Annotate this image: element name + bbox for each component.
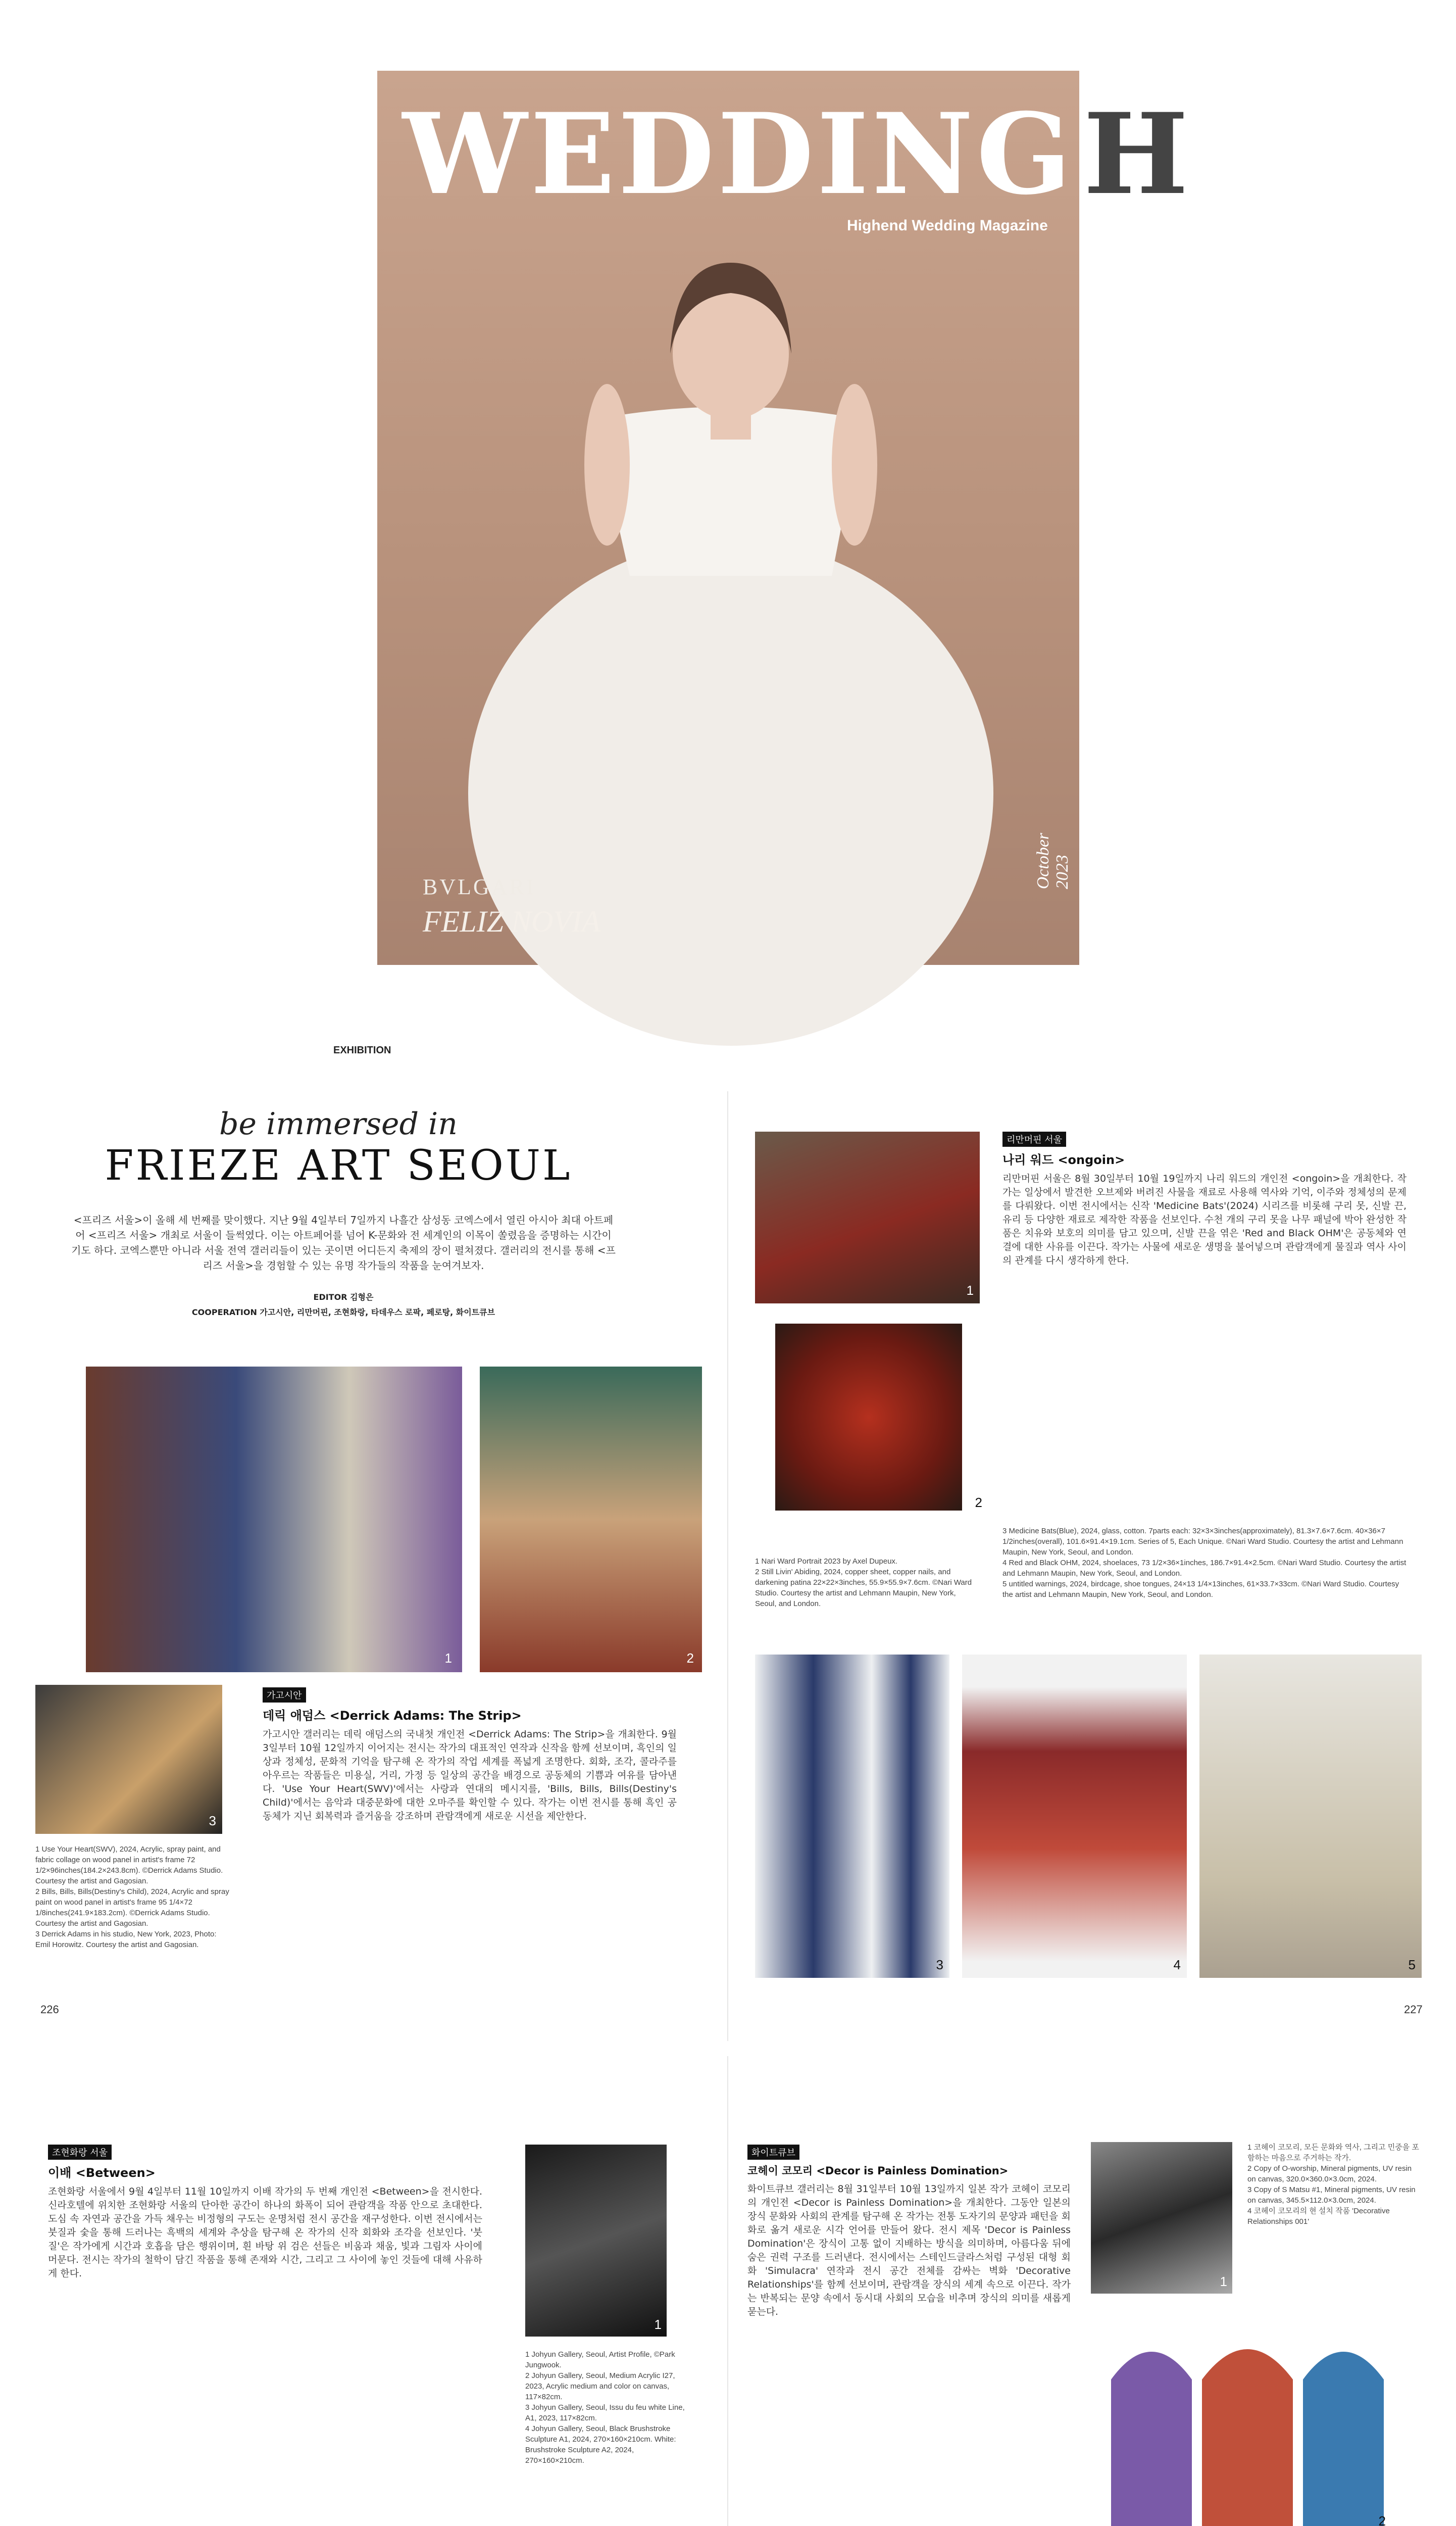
section4-tag: 화이트큐브 [747, 2145, 799, 2160]
image-number: 5 [1408, 1957, 1416, 1972]
artwork-red-black-ohm [962, 1655, 1187, 1978]
artist-photo-leebae [525, 2145, 667, 2337]
cover-brand: BVLGARI [423, 875, 536, 899]
cooperation-credit: COOPERATION 가고시안, 리만머핀, 조현화랑, 타데우스 로팍, 페로탕, 화이트큐브 [191, 1307, 495, 1317]
editor-credit: EDITOR 김형은 [313, 1292, 374, 1302]
section1-body: 가고시안 갤러리는 데릭 애덤스의 국내첫 개인전 <Derrick Adams: The Strip>을 개최한다. 9월 3일부터 10월 12일까지 이어지는 전시는 작가의 대표적인 연작과 신작을 함께 선보이며, 흑인의 일상과 정체성, 문화적 기억을 탐구해 온 작가의 작업 세계를 폭넓게 조명한다. 회화, 조각, 콜라주를 아우르는 작품들은 미용실, 거리, 가정 등 일상의 공간을 배경으로 공동체의 기쁨과 여유를 담아낸다. 'Use Your Heart(SWV)'에서는 사랑과 연대의 메시지를, 'Bills, Bills, Bills(Destiny's Child)'에서는 음악과 대중문화에 대한 오마주를 확인할 수 있다. 작가는 이번 전시를 통해 흑인 공동체가 지닌 회복력과 즐거움을 강조하며 관람객에게 새로운 시선을 제안한다. [263, 1729, 677, 1822]
caption-right-mid: 3 Medicine Bats(Blue), 2024, glass, cotton. 7parts each: 32×3×3inches(approximately), 81.3×7.6×7.6cm. 40×36×7 1/2inches(overall), 101.6×91.4×19.1cm. Series of 5, Each Unique. ©Nari Ward Studio. Courtesy the artist and Lehmann Maupin, New York, Seoul, and London. 4 Red and Black OHM, 2024, shoelaces, 73 1/2×36×1inches, 186.7×91.4×2.5cm. ©Nari Ward Studio. Courtesy the artist and Lehmann Maupin, New York, Seoul, and London. 5 untitled warnings, 2024, birdcage, shoe tongues, 24×13 1/4×13inches, 61×33.7×33cm. ©Nari Ward Studio. Courtesy the artist and Lehmann Maupin, New York, Seoul, and London. [1002, 1527, 1407, 1599]
section4-title: 코헤이 코모리 <Decor is Painless Domination> [747, 2165, 1009, 2177]
spread-2 [0, 2056, 1456, 2526]
section1-title: 데릭 애덤스 <Derrick Adams: The Strip> [263, 1709, 522, 1723]
section2-body: 리만머핀 서울은 8월 30일부터 10월 19일까지 나리 워드의 개인전 <ongoin>을 개최한다. 작가는 일상에서 발견한 오브제와 버려진 사물을 재료로 사용해 역사와 기억, 이주와 정체성의 문제를 다뤄왔다. 이번 전시에서는 신작 'Medicine Bats'(2024) 시리즈를 비롯해 구리 못, 신발 끈, 유리 등 다양한 재료로 제작한 작품을 선보인다. 수천 개의 구리 못을 나무 패널에 박아 완성한 작품은 치유와 보호의 의미를 담고 있으며, 신발 끈을 엮은 'Red and Black OHM'은 공동체와 연결에 대한 사유를 이끈다. 작가는 사물에 새로운 생명을 불어넣으며 관람객에게 물질과 역사 사이의 관계를 다시 생각하게 한다. [1002, 1173, 1407, 1266]
page-number-226: 226 [40, 2003, 59, 2016]
stained-glass [1106, 2319, 1389, 2526]
exhibition-label: EXHIBITION [333, 1045, 391, 1056]
cover-feature: FELIZ NOVIA [423, 905, 600, 938]
image-number: 2 [975, 1495, 982, 1510]
artist-photo-kohei [1091, 2142, 1232, 2294]
magazine-cover [377, 71, 1192, 965]
headline-kicker: be immersed in [219, 1106, 458, 1142]
image-number: 1 [966, 1283, 974, 1298]
cover-tagline: Highend Wedding Magazine [847, 217, 1048, 234]
section3-tag: 조현화랑 서울 [48, 2145, 112, 2160]
spread-1 [0, 1091, 1456, 2041]
image-number: 1 [444, 1650, 452, 1666]
image-number: 2 [1378, 2513, 1386, 2526]
cover-title: WEDDINGH [403, 88, 1192, 219]
section3-body: 조현화랑 서울에서 9월 4일부터 11월 10일까지 이배 작가의 두 번째 개인전 <Between>을 전시한다. 신라호텔에 위치한 조현화랑 서울의 단아한 공간이 하나의 화폭이 되어 관람객을 작품 안으로 초대한다. 도심 속 자연과 공간을 가득 채우는 비정형의 구도는 운명처럼 전시 공간을 재구성한다. 이번 전시에서는 붓질과 숯을 통해 드러나는 흑백의 세계와 추상을 탐구해 온 작가의 신작 회화와 조각을 선보인다. '붓질'은 작가에게 시간과 호흡을 담은 행위이며, 흰 바탕 위 검은 선들은 비움과 채움, 빛과 그림자 사이에 머문다. 전시는 작가의 철학이 담긴 작품을 통해 존재와 시간, 그리고 그 사이에 놓인 것들에 대해 사유하게 한다. [48, 2186, 482, 2279]
image-number: 1 [1220, 2274, 1227, 2289]
artwork-untitled-warnings [1199, 1655, 1422, 1978]
image-number: 1 [654, 2317, 662, 2332]
section4-header [747, 2145, 1071, 2178]
page-number-227: 227 [1404, 2003, 1423, 2016]
caption-mid: 1 Johyun Gallery, Seoul, Artist Profile, ©Park Jungwook. 2 Johyun Gallery, Seoul, Medium Acrylic I27, 2023, Acrylic medium and color on canvas, 117×82cm. 3 Johyun Gallery, Seoul, Issu du feu white Line, A1, 2023, 117×82cm. 4 Johyun Gallery, Seoul, Black Brushstroke Sculpture A1, 2024, 270×160×210cm. White: Brushstroke Sculpture A2, 2024, 270×160×210cm. [525, 2350, 685, 2465]
section3-header [48, 2145, 482, 2180]
section2-title: 나리 워드 <ongoin> [1002, 1153, 1125, 1167]
artwork-medicine-bats [755, 1655, 949, 1978]
section4-body: 화이트큐브 갤러리는 8월 31일부터 10월 13일까지 일본 작가 코헤이 코모리의 개인전 <Decor is Painless Domination>을 개최한다. 그동안 일본의 장식 문화와 사회의 관계를 탐구해 온 작가는 전통 도자기의 문양과 패턴을 회화로 옮겨 새로운 시각 언어를 만들어 왔다. 전시 제목 'Decor is Painless Domination'은 장식이 고통 없이 지배하는 방식을 의미하며, 아름다움 뒤에 숨은 권력 구조를 드러낸다. 전시에서는 스테인드글라스처럼 구성된 대형 회화 'Simulacra' 연작과 전시 공간 전체를 감싸는 벽화 'Decorative Relationships'를 함께 선보이며, 관람객을 장식의 세계 속으로 이끈다. 작가는 반복되는 문양 속에서 동시대 사회의 모습을 비추며 장식의 의미를 새롭게 묻는다. [747, 2183, 1071, 2317]
caption-right-top: 1 Nari Ward Portrait 2023 by Axel Dupeux. 2 Still Livin' Abiding, 2024, copper sheet, copper nails, and darkening patina 22×22×3inches, 55.9×55.9×7.6cm. ©Nari Ward Studio. Courtesy the artist and Lehmann Maupin, New York, Seoul, and London. [755, 1557, 972, 1608]
section2-tag: 리만머핀 서울 [1002, 1132, 1066, 1147]
cover-issue: October 2023 [1034, 833, 1072, 889]
section1-header [263, 1687, 677, 1723]
section2-header [1002, 1132, 1407, 1168]
image-number: 3 [209, 1813, 216, 1828]
section3-title: 이배 <Between> [48, 2166, 156, 2180]
artwork-use-your-heart [86, 1367, 462, 1672]
bride-figure [377, 71, 1079, 965]
artwork-o-worship [1106, 2319, 1389, 2526]
artist-photo-derrick [35, 1685, 222, 1834]
image-number: 4 [1173, 1957, 1181, 1972]
image-number: 2 [686, 1650, 694, 1666]
artwork-bills [480, 1367, 702, 1672]
artist-photo-nari [755, 1132, 980, 1303]
section1-tag: 가고시안 [263, 1687, 306, 1703]
headline: FRIEZE ART SEOUL [105, 1142, 572, 1190]
artwork-still-livin [775, 1324, 982, 1511]
intro-text: <프리즈 서울>이 올해 세 번째를 맞이했다. 지난 9월 4일부터 7일까지 나흘간 삼성동 코엑스에서 열린 아시아 최대 아트페어 <프리즈 서울> 개최로 서울이 들썩였다. 이는 아트페어를 넘어 K-문화와 전 세계인의 이목이 쏠렸음을 증명하는 시간이기도 하다. 코엑스뿐만 아니라 서울 전역 갤러리들이 있는 곳이면 어디든지 축제의 장이 펼쳐졌다. 갤러리의 전시를 통해 <프리즈 서울>을 경험할 수 있는 유명 작가들의 작품을 눈여겨보자. [71, 1214, 616, 1272]
caption-right: 1 코헤이 코모리, 모든 문화와 역사, 그리고 민중을 포함하는 마음으로 주거하는 작가. 2 Copy of O-worship, Mineral pigments, UV resin on canvas, 320.0×360.0×3.0cm, 2024. 3 Copy of S Matsu #1, Mineral pigments, UV resin on canvas, 345.5×112.0×3.0cm, 2024. 4 코헤이 코모리의 현 설치 작품 'Decorative Relationships 001' [1247, 2143, 1419, 2226]
image-number: 3 [936, 1957, 943, 1972]
caption-left: 1 Use Your Heart(SWV), 2024, Acrylic, spray paint, and fabric collage on wood panel in artist's frame 72 1/2×96inches(184.2×243.8cm). ©Derrick Adams Studio. Courtesy the artist and Gagosian. 2 Bills, Bills, Bills(Destiny's Child), 2024, Acrylic and spray paint on wood panel in artist's frame 95 1/4×72 1/8inches(241.9×183.2cm). ©Derrick Adams Studio. Courtesy the artist and Gagosian. 3 Derrick Adams in his studio, New York, 2023, Photo: Emil Horowitz. Courtesy the artist and Gagosian. [35, 1845, 229, 1949]
